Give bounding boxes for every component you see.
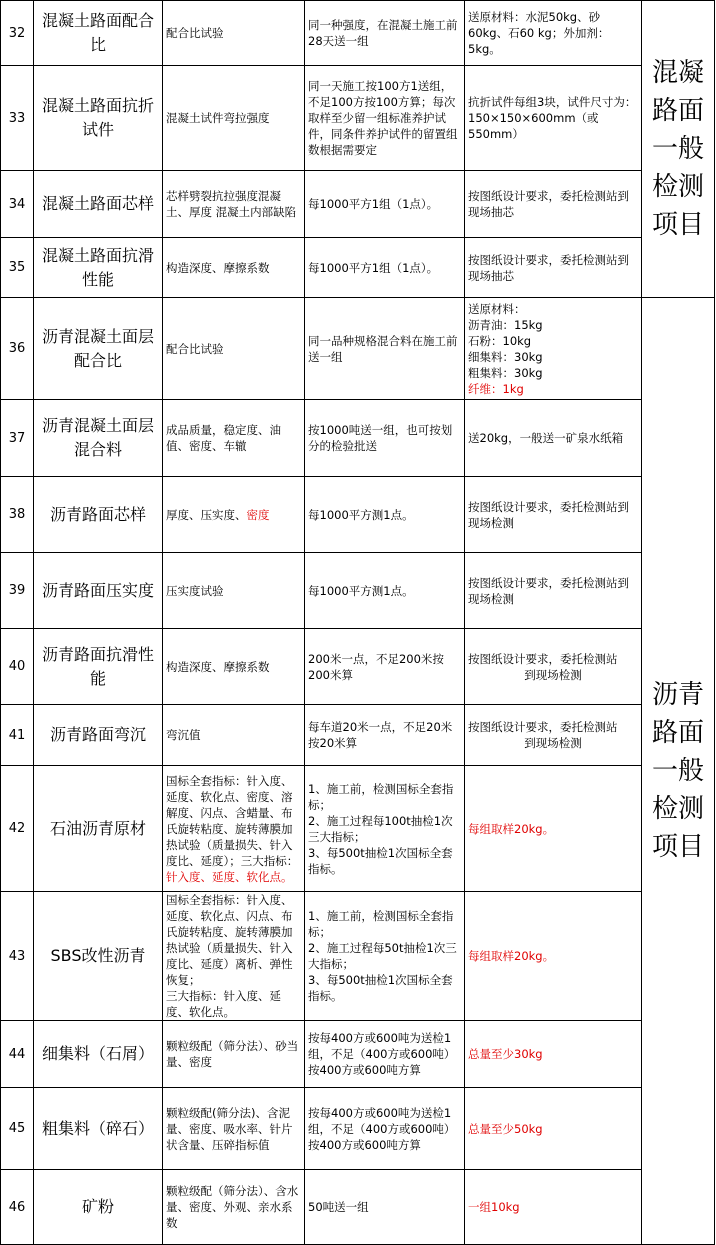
- item-name: 沥青混凝土面层混合料: [34, 400, 163, 477]
- req-line: 石粉：10kg: [468, 333, 532, 348]
- table-row: [1, 705, 715, 766]
- row-number: 42: [1, 766, 34, 892]
- table-row: [1, 892, 715, 1021]
- table-row: [1, 400, 715, 477]
- row-number: 39: [1, 553, 34, 629]
- table-row: [1, 298, 715, 400]
- row-number: 46: [1, 1170, 34, 1245]
- sample-requirement: 按图纸设计要求，委托检测站到现场抽芯: [465, 238, 642, 298]
- test-item: 颗粒级配（筛分法）、砂当量、密度: [163, 1021, 305, 1088]
- item-name: 沥青路面压实度: [34, 553, 163, 629]
- item-line: 三大指标：针入度、延度、软化点。: [166, 989, 281, 1019]
- req-line: 沥青油：15kg: [468, 317, 543, 332]
- test-item: 颗粒级配（筛分法）、含水量、密度、外观、亲水系数: [163, 1170, 305, 1245]
- sample-requirement: [465, 298, 642, 400]
- sample-requirement: 抗折试件每组3块，试件尺寸为：150×150×600mm（或550mm）: [465, 66, 642, 171]
- req-line: 粗集料：30kg: [468, 365, 543, 380]
- sample-requirement: 按图纸设计要求，委托检测站到现场检测: [465, 477, 642, 553]
- sample-requirement: [465, 629, 642, 705]
- row-number: 36: [1, 298, 34, 400]
- freq-line: 2、施工过程每100t抽检1次三大指标；: [308, 813, 453, 844]
- sample-requirement: 送20kg，一般送一矿泉水纸箱: [465, 400, 642, 477]
- sampling-frequency: 按1000吨送一组，也可按划分的检验批送: [305, 400, 465, 477]
- test-item: 构造深度、摩擦系数: [163, 629, 305, 705]
- freq-line: 1、施工前，检测国标全套指标；: [308, 909, 454, 939]
- row-number: 43: [1, 892, 34, 1021]
- sampling-frequency: 每1000平方测1点。: [305, 477, 465, 553]
- test-item: 压实度试验: [163, 553, 305, 629]
- test-item: [163, 766, 305, 892]
- test-item: 配合比试验: [163, 298, 305, 400]
- table-row: [1, 766, 715, 892]
- sample-requirement: 每组取样20kg。: [465, 892, 642, 1021]
- req-line: 送原材料：: [468, 301, 526, 316]
- table-row: [1, 1021, 715, 1088]
- row-number: 45: [1, 1088, 34, 1170]
- item-name: 粗集料（碎石）: [34, 1088, 163, 1170]
- table-row: [1, 1, 715, 66]
- row-number: 35: [1, 238, 34, 298]
- freq-line: 3、每500t抽检1次国标全套指标。: [308, 973, 453, 1003]
- sampling-frequency: 每车道20米一点，不足20米按20米算: [305, 705, 465, 766]
- item-name: 混凝土路面配合比: [34, 1, 163, 66]
- item-name: 沥青路面抗滑性能: [34, 629, 163, 705]
- sampling-frequency: [305, 892, 465, 1021]
- table-row: [1, 66, 715, 171]
- sampling-frequency: 同一种强度，在混凝土施工前28天送一组: [305, 1, 465, 66]
- sampling-frequency: 50吨送一组: [305, 1170, 465, 1245]
- sample-requirement: 每组取样20kg。: [465, 766, 642, 892]
- row-number: 41: [1, 705, 34, 766]
- req-line: 到现场检测: [524, 667, 582, 682]
- test-item-text: 国标全套指标：针入度、延度、软化点、密度、溶解度、闪点、含蜡量、布氏旋转粘度、旋转薄膜加热试验（质量损失、针入度比、延度）；三大指标：: [166, 773, 299, 868]
- table-row: [1, 553, 715, 629]
- table-row: [1, 1088, 715, 1170]
- sample-requirement: 一组10kg: [465, 1170, 642, 1245]
- sample-requirement: 按图纸设计要求，委托检测站到现场检测: [465, 553, 642, 629]
- row-number: 40: [1, 629, 34, 705]
- item-name: 沥青路面芯样: [34, 477, 163, 553]
- freq-line: 3、每500t抽检1次国标全套指标。: [308, 845, 453, 876]
- row-number: 34: [1, 171, 34, 238]
- row-number: 37: [1, 400, 34, 477]
- row-number: 44: [1, 1021, 34, 1088]
- test-item: 配合比试验: [163, 1, 305, 66]
- test-item-text: 厚度、压实度、: [166, 507, 247, 522]
- sample-requirement: 按图纸设计要求，委托检测站到现场抽芯: [465, 171, 642, 238]
- category-concrete: 混凝路面一般检测项目: [642, 1, 715, 298]
- table-row: [1, 1170, 715, 1245]
- req-line: 到现场检测: [524, 736, 582, 750]
- test-item: 混凝土试件弯拉强度: [163, 66, 305, 171]
- item-line: 国标全套指标：针入度、延度、软化点、闪点、布氏旋转粘度、旋转薄膜加热试验（质量损失、针入度比、延度）离析、弹性恢复；: [166, 893, 293, 987]
- req-line: 细集料：30kg: [468, 349, 543, 364]
- item-name: 混凝土路面抗滑性能: [34, 238, 163, 298]
- table-row: [1, 629, 715, 705]
- item-name: 石油沥青原材: [34, 766, 163, 892]
- item-name: 细集料（石屑）: [34, 1021, 163, 1088]
- category-asphalt: 沥青路面一般检测项目: [642, 298, 715, 1245]
- sample-requirement: 总量至少30kg: [465, 1021, 642, 1088]
- sampling-frequency: 每1000平方1组（1点）。: [305, 171, 465, 238]
- item-name: 沥青混凝土面层配合比: [34, 298, 163, 400]
- test-item: [163, 477, 305, 553]
- test-item: 成品质量，稳定度、油值、密度、车辙: [163, 400, 305, 477]
- sampling-frequency: 按每400方或600吨为送检1组，不足（400方或600吨）按400方或600吨方算: [305, 1088, 465, 1170]
- row-number: 32: [1, 1, 34, 66]
- test-item: 构造深度、摩擦系数: [163, 238, 305, 298]
- table-row: [1, 238, 715, 298]
- test-item: 芯样劈裂抗拉强度混凝土、厚度 混凝土内部缺陷: [163, 171, 305, 238]
- sample-requirement: [465, 705, 642, 766]
- sampling-frequency: 每1000平方1组（1点）。: [305, 238, 465, 298]
- sampling-frequency: [305, 766, 465, 892]
- sample-requirement: 送原材料：水泥50kg、砂60kg、石60 kg；外加剂：5kg。: [465, 1, 642, 66]
- item-name: 混凝土路面芯样: [34, 171, 163, 238]
- req-line-highlight: 纤维：1kg: [468, 381, 524, 396]
- item-name: SBS改性沥青: [34, 892, 163, 1021]
- sample-requirement: 总量至少50kg: [465, 1088, 642, 1170]
- test-item: [163, 892, 305, 1021]
- test-item-highlight: 针入度、延度、软化点。: [166, 869, 293, 884]
- test-item-highlight: 密度: [246, 507, 270, 522]
- test-item: 颗粒级配(筛分法)、含泥量、密度、吸水率、针片状含量、压碎指标值: [163, 1088, 305, 1170]
- table-row: [1, 477, 715, 553]
- req-line: 按图纸设计要求，委托检测站: [468, 720, 618, 734]
- row-number: 38: [1, 477, 34, 553]
- test-item: 弯沉值: [163, 705, 305, 766]
- sampling-frequency: 每1000平方测1点。: [305, 553, 465, 629]
- sampling-frequency: 200米一点，不足200米按200米算: [305, 629, 465, 705]
- freq-line: 2、施工过程每50t抽检1次三大指标；: [308, 941, 457, 971]
- sampling-frequency: 按每400方或600吨为送检1组，不足（400方或600吨）按400方或600吨方算: [305, 1021, 465, 1088]
- item-name: 混凝土路面抗折试件: [34, 66, 163, 171]
- table-row: [1, 171, 715, 238]
- item-name: 矿粉: [34, 1170, 163, 1245]
- sampling-frequency: 同一品种规格混合料在施工前送一组: [305, 298, 465, 400]
- freq-line: 1、施工前，检测国标全套指标；: [308, 781, 454, 812]
- row-number: 33: [1, 66, 34, 171]
- req-line: 按图纸设计要求，委托检测站: [468, 651, 618, 666]
- sampling-frequency: 同一天施工按100方1送组，不足100方按100方算；每次取样至少留一组标准养护试件，同条件养护试件的留置组数根据需要定: [305, 66, 465, 171]
- item-name: 沥青路面弯沉: [34, 705, 163, 766]
